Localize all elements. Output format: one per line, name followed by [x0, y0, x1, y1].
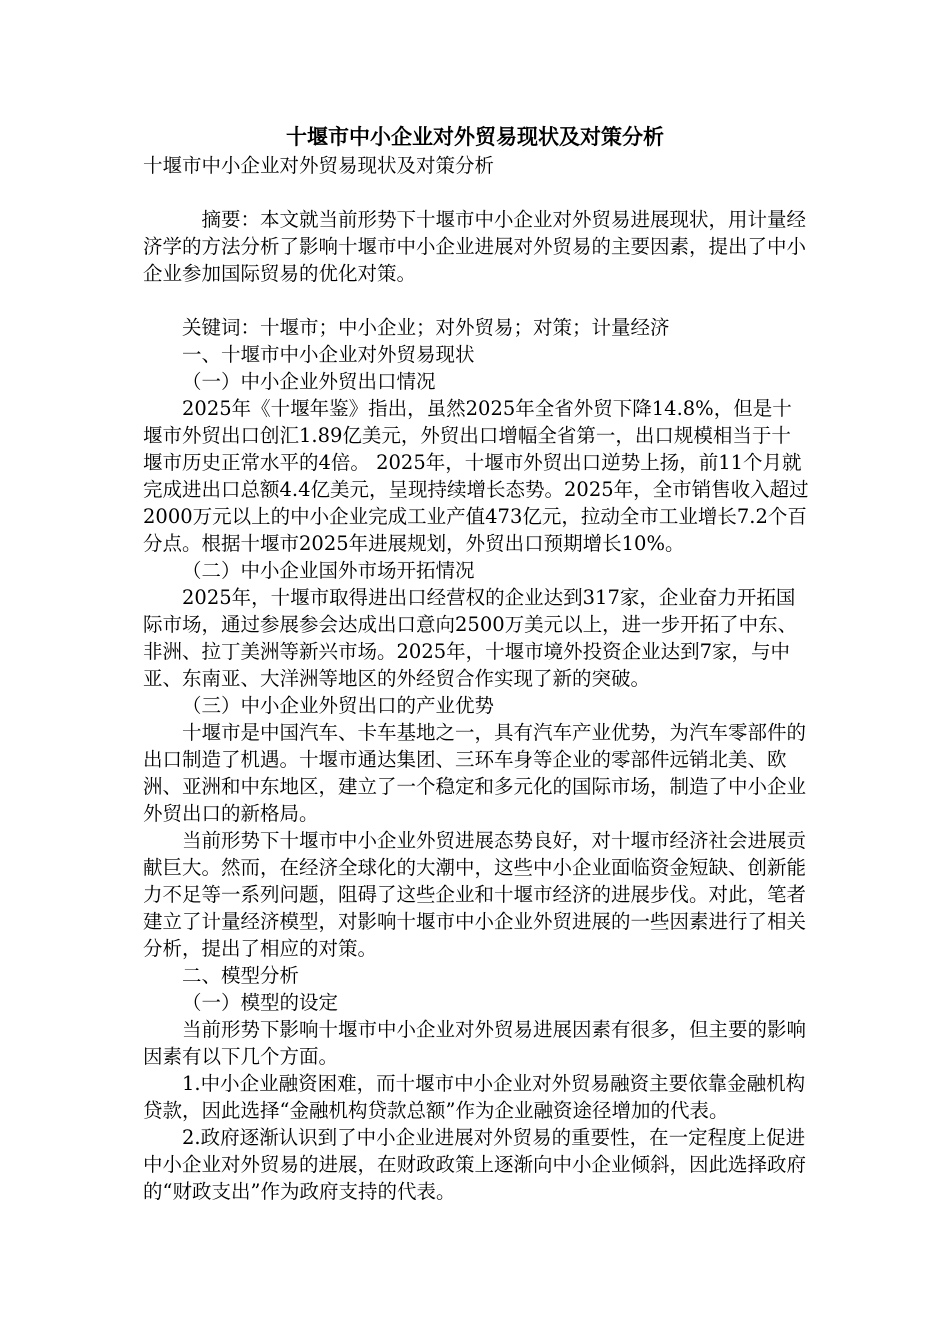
paragraph-model-intro: 当前形势下影响十堰市中小企业对外贸易进展因素有很多，但主要的影响因素有以下几个方面。: [143, 1018, 807, 1068]
subsection-heading-1-2: （二）中小企业国外市场开拓情况: [182, 559, 475, 582]
subsection-heading-2-1: （一）模型的设定: [182, 991, 339, 1014]
paragraph-industry-advantage: 十堰市是中国汽车、卡车基地之一，具有汽车产业优势，为汽车零部件的出口制造了机遇。十堰市通达集团、三环车身等企业的零部件远销北美、欧洲、亚洲和中东地区，建立了一个稳定和多元化的国际市场，制造了中小企业外贸出口的新格局。: [143, 721, 807, 825]
keywords-line: 关键词：十堰市；中小企业；对外贸易；对策；计量经济: [182, 316, 670, 339]
document-subtitle: 十堰市中小企业对外贸易现状及对策分析: [143, 154, 495, 177]
document-body: [143, 152, 809, 1205]
spacer: [143, 179, 809, 206]
abstract-paragraph: 摘要：本文就当前形势下十堰市中小企业对外贸易进展现状，用计量经济学的方法分析了影响十堰市中小企业进展对外贸易的主要因素，提出了中小企业参加国际贸易的优化对策。: [143, 208, 807, 285]
spacer: [143, 287, 809, 314]
section-heading-2: 二、模型分析: [182, 964, 300, 987]
subsection-heading-1-1: （一）中小企业外贸出口情况: [182, 370, 436, 393]
document-title: 十堰市中小企业对外贸易现状及对策分析: [286, 124, 664, 149]
paragraph-export-situation: 2025年《十堰年鉴》指出，虽然2025年全省外贸下降14.8%，但是十堰市外贸出口创汇1.89亿美元，外贸出口增幅全省第一，出口规模相当于十堰市历史正常水平的4倍。 2025年，十堰市外贸出口逆势上扬，前11个月就完成进出口总额4.4亿美元，呈现持续增长态势。2025年，全市销售收入超过2000万元以上的中小企业完成工业产值473亿元，拉动全市工业增长7.2个百分点。根据十堰市2025年进展规划，外贸出口预期增长10%。: [143, 397, 809, 555]
section-heading-1: 一、十堰市中小企业对外贸易现状: [182, 343, 475, 366]
subsection-heading-1-3: （三）中小企业外贸出口的产业优势: [182, 694, 495, 717]
paragraph-factor-1: 1.中小企业融资困难，而十堰市中小企业对外贸易融资主要依靠金融机构贷款，因此选择“金融机构贷款总额”作为企业融资途径增加的代表。: [143, 1072, 806, 1122]
paragraph-summary: 当前形势下十堰市中小企业外贸进展态势良好，对十堰市经济社会进展贡献巨大。然而，在经济全球化的大潮中，这些中小企业面临资金短缺、创新能力不足等一系列问题，阻碍了这些企业和十堰市经济的进展步伐。对此，笔者建立了计量经济模型，对影响十堰市中小企业外贸进展的一些因素进行了相关分析，提出了相应的对策。: [143, 829, 807, 960]
paragraph-factor-2: 2.政府逐渐认识到了中小企业进展对外贸易的重要性，在一定程度上促进中小企业对外贸易的进展，在财政政策上逐渐向中小企业倾斜，因此选择政府的“财政支出”作为政府支持的代表。: [143, 1126, 807, 1203]
paragraph-market-expansion: 2025年，十堰市取得进出口经营权的企业达到317家，企业奋力开拓国际市场，通过参展参会达成出口意向2500万美元以上，进一步开拓了中东、非洲、拉丁美洲等新兴市场。2025年，十堰市境外投资企业达到7家，与中亚、东南亚、大洋洲等地区的外经贸合作实现了新的突破。: [143, 586, 798, 690]
